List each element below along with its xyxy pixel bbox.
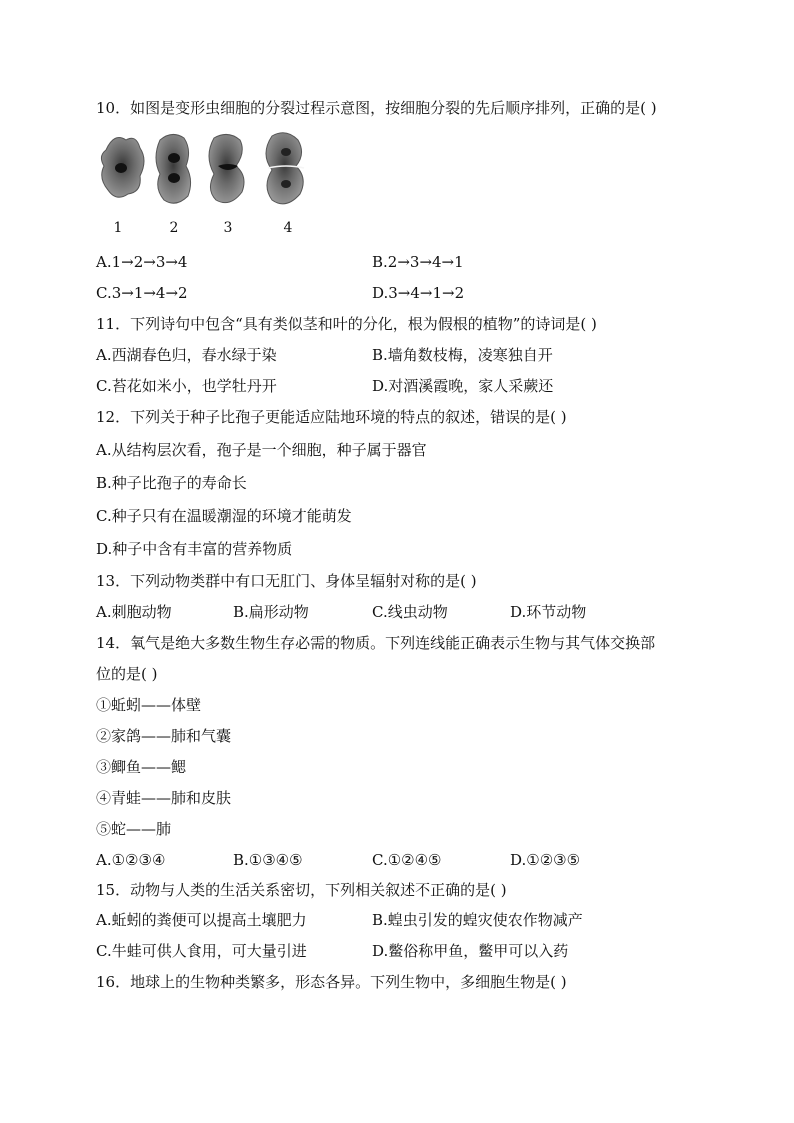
- question-16-stem: 16．地球上的生物种类繁多，形态各异。下列生物中，多细胞生物是( ): [96, 973, 567, 991]
- q14-item-3: ③鲫鱼——鳃: [96, 758, 187, 776]
- q14-option-d[interactable]: D.①②③⑤: [510, 851, 581, 869]
- q12-option-a[interactable]: A.从结构层次看，孢子是一个细胞，种子属于器官: [96, 441, 427, 459]
- cell-2-image: [156, 134, 191, 203]
- q15-option-a[interactable]: A.蚯蚓的粪便可以提高土壤肥力: [96, 911, 307, 929]
- question-14-stem-line2: 位的是( ): [96, 665, 158, 683]
- question-15-stem: 15．动物与人类的生活关系密切，下列相关叙述不正确的是( ): [96, 881, 507, 899]
- q12-option-c[interactable]: C.种子只有在温暖潮湿的环境才能萌发: [96, 507, 352, 525]
- question-11-stem: 11．下列诗句中包含“具有类似茎和叶的分化，根为假根的植物”的诗词是( ): [96, 315, 597, 333]
- q10-option-b[interactable]: B.2→3→4→1: [372, 253, 464, 271]
- q13-option-c[interactable]: C.线虫动物: [372, 603, 448, 621]
- q11-option-b[interactable]: B.墙角数枝梅，凌寒独自开: [372, 346, 553, 364]
- figure-label-2: 2: [169, 220, 179, 236]
- figure-label-4: 4: [283, 220, 293, 236]
- q14-option-c[interactable]: C.①②④⑤: [372, 851, 442, 869]
- q14-option-a[interactable]: A.①②③④: [96, 851, 166, 869]
- q10-option-c[interactable]: C.3→1→4→2: [96, 284, 188, 302]
- q14-item-1: ①蚯蚓——体壁: [96, 696, 202, 714]
- amoeba-division-figure: [96, 130, 336, 240]
- question-12-stem: 12．下列关于种子比孢子更能适应陆地环境的特点的叙述，错误的是( ): [96, 408, 567, 426]
- q12-option-b[interactable]: B.种子比孢子的寿命长: [96, 474, 247, 492]
- cell-3-image: [209, 134, 244, 202]
- q11-option-a[interactable]: A.西湖春色归，春水绿于染: [96, 346, 277, 364]
- q10-option-a[interactable]: A.1→2→3→4: [96, 253, 188, 271]
- q15-option-c[interactable]: C.牛蛙可供人食用，可大量引进: [96, 942, 307, 960]
- q13-option-b[interactable]: B.扁形动物: [233, 603, 309, 621]
- amoeba-cells-illustration: [96, 130, 336, 220]
- question-14-stem-line1: 14．氧气是绝大多数生物生存必需的物质。下列连线能正确表示生物与其气体交换部: [96, 634, 656, 652]
- q14-item-2: ②家鸽——肺和气囊: [96, 727, 232, 745]
- question-13-stem: 13．下列动物类群中有口无肛门、身体呈辐射对称的是( ): [96, 572, 477, 590]
- q15-option-b[interactable]: B.蝗虫引发的蝗灾使农作物减产: [372, 911, 583, 929]
- q12-option-d[interactable]: D.种子中含有丰富的营养物质: [96, 540, 293, 558]
- q11-option-c[interactable]: C.苔花如米小，也学牡丹开: [96, 377, 277, 395]
- cell-1-image: [101, 138, 144, 198]
- q14-item-5: ⑤蛇——肺: [96, 820, 172, 838]
- q14-option-b[interactable]: B.①③④⑤: [233, 851, 303, 869]
- cell-4-image: [266, 133, 304, 204]
- figure-label-1: 1: [113, 220, 123, 236]
- q11-option-d[interactable]: D.对酒溪霞晚，家人采蕨还: [372, 377, 554, 395]
- q13-option-a[interactable]: A.刺胞动物: [96, 603, 172, 621]
- q10-option-d[interactable]: D.3→4→1→2: [372, 284, 465, 302]
- q14-item-4: ④青蛙——肺和皮肤: [96, 789, 232, 807]
- q15-option-d[interactable]: D.鳖俗称甲鱼，鳖甲可以入药: [372, 942, 569, 960]
- figure-label-3: 3: [223, 220, 233, 236]
- q13-option-d[interactable]: D.环节动物: [510, 603, 587, 621]
- question-10-stem: 10．如图是变形虫细胞的分裂过程示意图，按细胞分裂的先后顺序排列，正确的是( ): [96, 99, 657, 117]
